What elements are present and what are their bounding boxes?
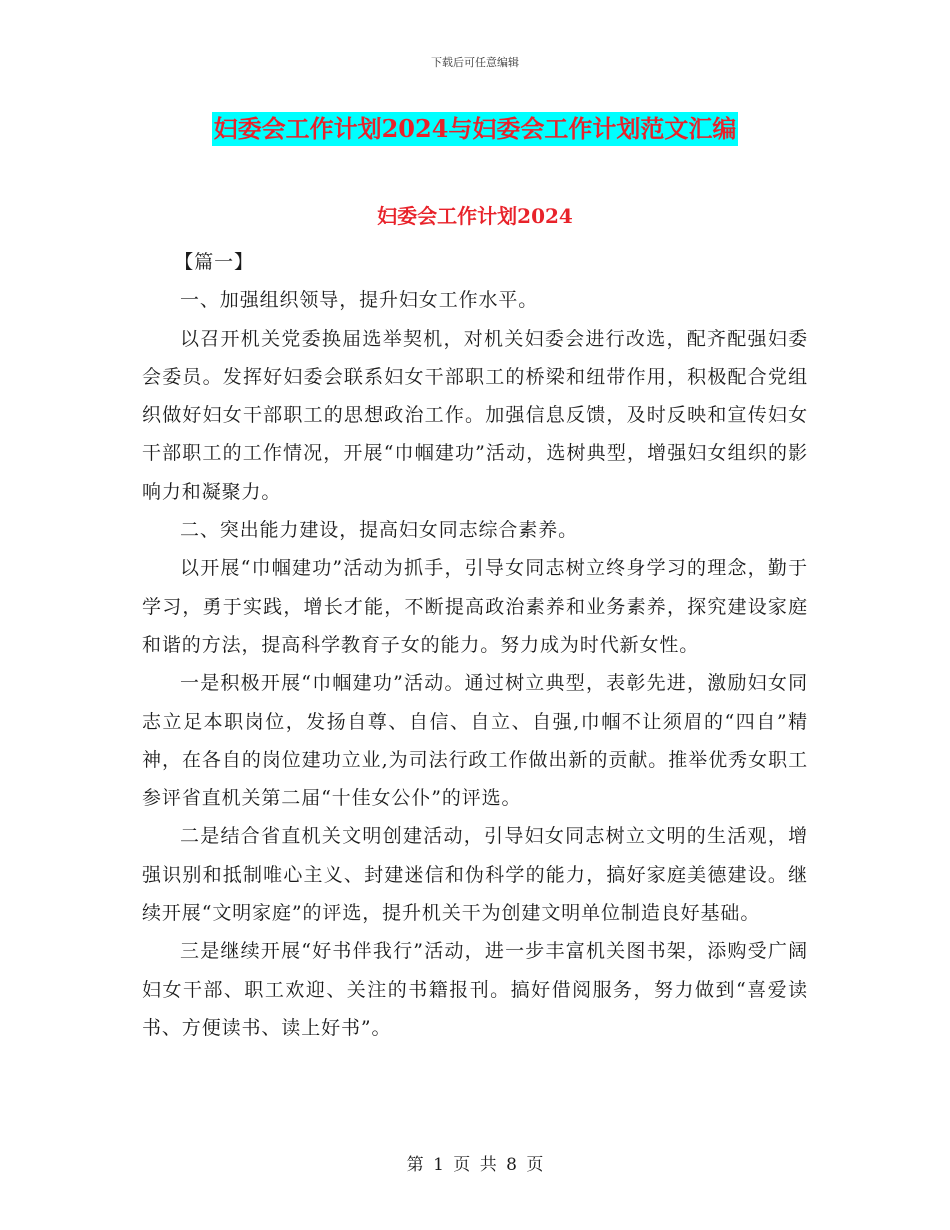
paragraph: 三是继续开展“好书伴我行”活动，进一步丰富机关图书架，添购受广阔妇女干部、职工欢迎、关注的书籍报刊。搞好借阅服务，努力做到“喜爱读书、方便读书、读上好书”。 <box>142 940 808 1039</box>
document-body <box>142 243 808 1047</box>
paragraph: 二是结合省直机关文明创建活动，引导妇女同志树立文明的生活观，增强识别和抵制唯心主义、封建迷信和伪科学的能力，搞好家庭美德建设。继续开展“文明家庭”的评选，提升机关干为创建文明单位制造良好基础。 <box>142 825 808 925</box>
page-number-footer: 第 1 页 共 8 页 <box>406 1155 544 1175</box>
paragraph: 一是积极开展“巾帼建功”活动。通过树立典型，表彰先进，激励妇女同志立足本职岗位，发扬自尊、自信、自立、自强,巾帼不让须眉的“四自”精神，在各自的岗位建功立业,为司法行政工作做出新的贡献。推举优秀女职工参评省直机关第二届“十佳女公仆”的评选。 <box>142 672 808 810</box>
paragraph: 以召开机关党委换届选举契机，对机关妇委会进行改选，配齐配强妇委会委员。发挥好妇委会联系妇女干部职工的桥梁和纽带作用，积极配合党组织做好妇女干部职工的思想政治工作。加强信息反馈，及时反映和宣传妇女干部职工的工作情况，开展“巾帼建功”活动，选树典型，增强妇女组织的影响力和凝聚力。 <box>142 327 808 503</box>
main-title: 妇委会工作计划2024与妇委会工作计划范文汇编 <box>212 112 739 146</box>
paragraph-heading-2: 二、突出能力建设，提高妇女同志综合素养。 <box>180 519 579 542</box>
section-title: 妇委会工作计划2024 <box>377 204 573 228</box>
main-title-container <box>0 112 950 146</box>
paragraph: 以开展“巾帼建功”活动为抓手，引导女同志树立终身学习的理念，勤于学习，勇于实践，增长才能，不断提高政治素养和业务素养，探究建设家庭和谐的方法，提高科学教育子女的能力。努力成为时代新女性。 <box>142 557 808 656</box>
chapter-label: 【篇一】 <box>174 251 254 273</box>
page-header-note: 下载后可任意编辑 <box>431 56 519 69</box>
paragraph-heading-1: 一、加强组织领导，提升妇女工作水平。 <box>180 289 539 312</box>
